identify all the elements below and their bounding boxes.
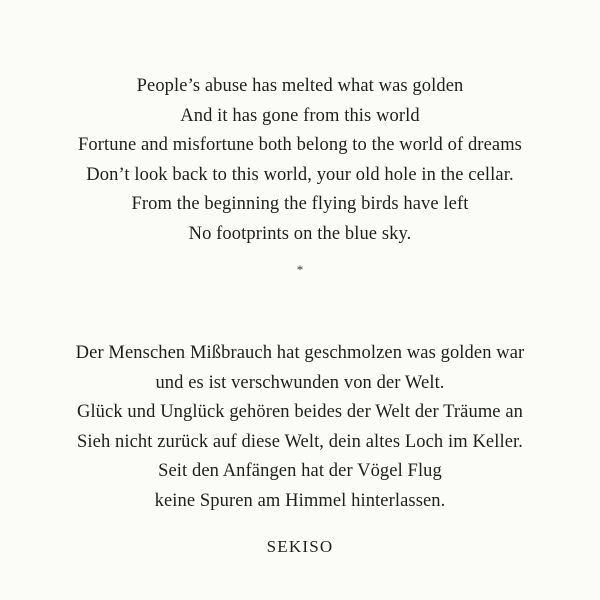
english-line: No footprints on the blue sky. xyxy=(188,223,412,244)
english-line: Fortune and misfortune both belong to the world of dreams xyxy=(78,135,522,156)
german-line: keine Spuren am Himmel hinterlassen. xyxy=(154,490,446,511)
german-line: Sieh nicht zurück auf diese Welt, dein altes Loch im Keller. xyxy=(77,431,523,452)
author-name: SEKISO xyxy=(266,537,334,556)
german-line: Glück und Unglück gehören beides der Welt der Träume an xyxy=(76,402,524,423)
german-stanza xyxy=(0,339,600,517)
german-line: Der Menschen Mißbrauch hat geschmolzen was golden war xyxy=(75,343,525,363)
english-line: Don’t look back to this world, your old hole in the cellar. xyxy=(86,164,514,185)
english-line: From the beginning the flying birds have left xyxy=(131,194,469,215)
english-line: People’s abuse has melted what was golden xyxy=(136,76,464,96)
german-line: Seit den Anfängen hat der Vögel Flug xyxy=(158,461,442,482)
asterisk-separator: * xyxy=(296,262,304,277)
english-stanza xyxy=(0,72,600,250)
english-line: And it has gone from this world xyxy=(180,105,420,126)
german-line: und es ist verschwunden von der Welt. xyxy=(155,372,445,393)
